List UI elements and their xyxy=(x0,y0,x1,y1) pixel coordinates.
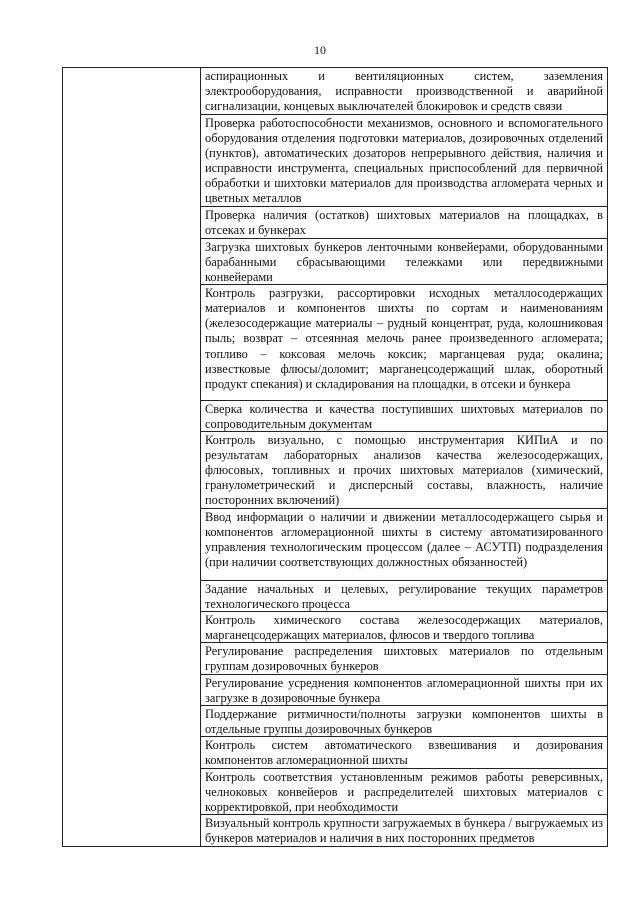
table-row: Задание начальных и целевых, регулирование текущих параметров технологического процесса xyxy=(201,581,607,612)
table-row: Визуальный контроль крупности загружаемых в бункера / выгружаемых из бункеров материалов и наличия в них посторонних предметов xyxy=(205,815,603,845)
page-number: 10 xyxy=(314,43,326,57)
table-row: Контроль систем автоматического взвешивания и дозирования компонентов агломерационной шихты xyxy=(201,737,607,769)
table-row: Регулирование усреднения компонентов агломерационной шихты при их загрузке в дозировочные бункера xyxy=(201,675,607,706)
table-row: Контроль химического состава железосодержащих материалов, марганецсодержащих материалов, флюсов и твердого топлива xyxy=(201,612,607,643)
table-row: Регулирование распределения шихтовых материалов по отдельным группам дозировочных бункеров xyxy=(201,643,607,675)
table-row: Контроль визуально, с помощью инструментария КИПиА и по результатам лабораторных анализов качества железосодержащих, флюсовых, топливных и прочих шихтовых материалов (химический, гранулометрический и дисперсный составы, влажность, наличие посторонних включений) xyxy=(201,432,607,509)
right-column xyxy=(201,68,607,846)
table-row: Проверка работоспособности механизмов, основного и вспомогательного оборудования отделения подготовки материалов, дозировочных отделений (пунктов), автоматических дозаторов непрерывного действия, наличия и исправности инструмента, специальных приспособлений для первичной обработки и шихтовки материалов для производства агломерата черных и цветных металлов xyxy=(201,115,607,207)
table-row: Сверка количества и качества поступивших шихтовых материалов по сопроводительным документам xyxy=(201,401,607,432)
table-row: Ввод информации о наличии и движении металлосодержащего сырья и компонентов агломерационной шихты в систему автоматизированного управления технологическим процессом (далее – АСУТП) подразделения (при наличии соответствующих должностных обязанностей) xyxy=(201,509,607,581)
table-row: Контроль соответствия установленным режимов работы реверсивных, челноковых конвейеров и распределителей шихтовых материалов с корректировкой, при необходимости xyxy=(201,769,607,815)
duties-table xyxy=(62,67,608,847)
table-row: Контроль разгрузки, рассортировки исходных металлосодержащих материалов и компонентов шихты по сортам и наименованиям (железосодержащие материалы – рудный концентрат, руда, колошниковая пыль; возврат – отсеянная мелочь ранее произведенного агломерата; топливо – коксовая мелочь коксик; марганцевая руда; окалина; известковые флюсы/доломит; марганецсодержащий шлак, оборотный продукт спекания) и складирования на площадки, в отсеки и бункера xyxy=(201,285,607,401)
left-column-empty xyxy=(63,68,201,846)
table-row: Поддержание ритмичности/полноты загрузки компонентов шихты в отдельные группы дозировочных бункеров xyxy=(201,706,607,737)
table-row: Проверка наличия (остатков) шихтовых материалов на площадках, в отсеках и бункерах xyxy=(201,207,607,239)
table-row: аспирационных и вентиляционных систем, заземления электрооборудования, исправности производственной и аварийной сигнализации, концевых выключателей блокировок и средств связи xyxy=(201,68,607,115)
table-row: Загрузка шихтовых бункеров ленточными конвейерами, оборудованными барабанными сбрасывающими тележками или передвижными конвейерами xyxy=(201,239,607,285)
